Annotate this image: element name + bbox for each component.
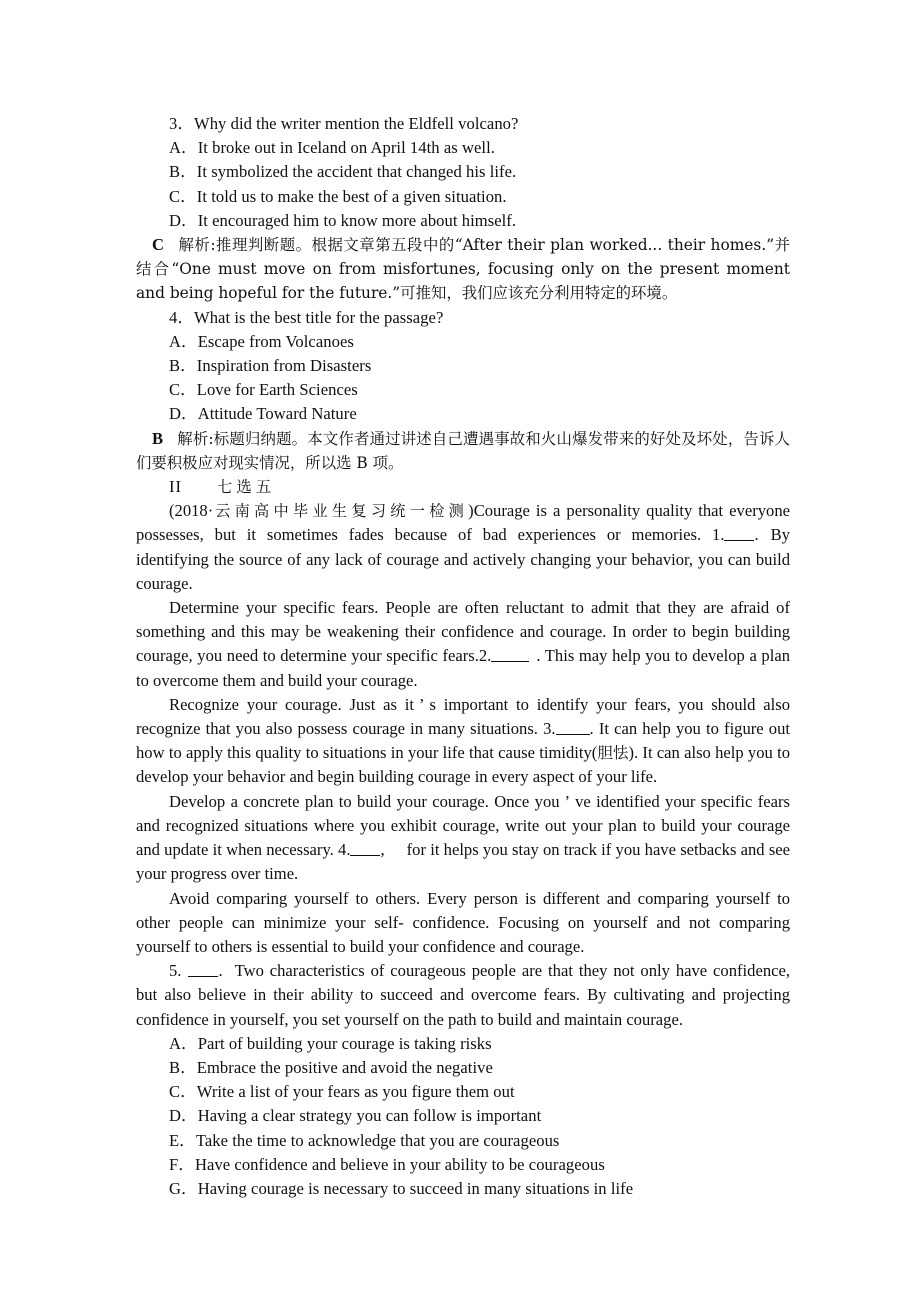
choice-text: Having a clear strategy you can follow is important [197,1106,542,1126]
option-label: C． [169,186,197,206]
choice-c[interactable] [136,1080,790,1104]
passage-blank-4[interactable] [350,840,380,856]
question-4-answer-letter: B [152,428,164,448]
analysis-text: 推理判断题。根据文章第五段中的“After their plan worked... their homes.”并结合“One must move on from misfortunes, focusing only on the present moment and being hopeful for the future.”可推知，我们应该充分利用特定的环境。 [136,236,790,303]
option-text: It encouraged him to know more about himself. [197,210,517,230]
option-label: B． [169,162,197,182]
choice-label: C． [169,1082,197,1102]
option-label: C． [169,380,197,400]
source-citation-close: ) [468,501,474,521]
choice-e[interactable] [136,1129,790,1153]
analysis-text: 标题归纳题。本文作者通过讲述自己遭遇事故和火山爆发带来的好处及坏处，告诉人们要积极应对现实情况，所以选 B 项。 [136,429,790,472]
question-4-number: 4． [169,307,194,327]
gloss-timidity: 胆怯 [597,744,629,763]
choice-text: Embrace the positive and avoid the negative [196,1057,493,1077]
question-3-option-d[interactable] [136,209,790,233]
section-2-roman: II [169,477,183,497]
analysis-label: 解析: [177,429,214,448]
analysis-label: 解析: [177,236,216,255]
option-text: Attitude Toward Nature [197,404,357,424]
option-text: Inspiration from Disasters [196,356,372,376]
passage-paragraph-2: Recognize your courage. Just as it ’ s important to identify your fears, you should also recognize that you also possess courage in many situations. 3. . It can help you to figure out how to apply this quality to situations in your life that cause timidity(胆怯). It can also help you to develop your behavior and begin building courage in every aspect of your life. [136,694,791,787]
passage-paragraph-1: Determine your specific fears. People are often reluctant to admit that they are afraid of something and this may be weakening their confidence and courage. In order to begin building courage, you need to determine your specific fears.2. . This may help you to develop a plan to overcome them and build your courage. [136,598,791,690]
question-4-option-d[interactable] [136,402,790,426]
passage-blank-1[interactable] [724,525,754,541]
question-4-option-c[interactable] [136,378,790,402]
question-4-stem [136,306,790,330]
source-citation-open: (2018· [169,501,214,521]
question-4-analysis [136,427,790,475]
question-3-stem-text: Why did the writer mention the Eldfell volcano? [194,114,519,133]
choice-label: F． [169,1154,195,1174]
choice-label: B． [169,1057,197,1077]
question-3-answer-letter: C [152,235,164,255]
option-label: D． [169,404,198,424]
option-text: It symbolized the accident that changed his life. [196,162,517,182]
question-3-option-c[interactable] [136,185,790,209]
question-4-stem-text: What is the best title for the passage? [194,307,444,327]
choice-label: G． [169,1178,198,1198]
option-text: Escape from Volcanoes [197,331,354,351]
question-3-stem [136,112,790,136]
passage-paragraph-4: Avoid comparing yourself to others. Every person is different and comparing yourself to other people can minimize your self- confidence. Focusing on yourself and not comparing yourself to others is essential to build your confidence and courage. [136,888,790,956]
option-label: B． [169,356,197,376]
passage-blank-2[interactable] [491,646,529,662]
choice-d[interactable] [136,1104,790,1128]
choice-g[interactable] [136,1177,790,1201]
source-citation-cn: 云南高中毕业生复习统一检测 [213,502,469,521]
option-text: Love for Earth Sciences [196,380,358,400]
choice-b[interactable] [136,1056,790,1080]
passage-paragraph-3: Develop a concrete plan to build your courage. Once you ’ ve identified your specific fears and recognized situations where you exhibit courage, write out your plan to build your courage and update it when necessary. 4. , for it helps you stay on track if you have setbacks and see your progress over time. [136,791,791,884]
question-4-option-a[interactable] [136,330,790,354]
choice-text: Part of building your courage is taking risks [197,1033,492,1053]
section-2-title: 七选五 [217,478,276,497]
choice-text: Having courage is necessary to succeed in many situations in life [197,1178,634,1198]
choice-label: A． [169,1033,198,1053]
question-3-option-a[interactable] [136,136,790,160]
choice-label: D． [169,1106,198,1126]
passage-blank-5[interactable] [188,961,218,977]
choice-a[interactable] [136,1032,790,1056]
question-4-option-b[interactable] [136,354,790,378]
option-text: It told us to make the best of a given situation. [196,186,507,206]
passage-paragraph-5: 5. . Two characteristics of courageous people are that they not only have confidence, but also believe in their ability to succeed and overcome fears. By cultivating and projecting confidence in yourself, you set yourself on the path to build and maintain courage. [136,961,790,1029]
option-label: A． [169,331,198,351]
choice-label: E． [169,1130,196,1150]
document-body [136,112,790,1201]
passage-intro-paragraph: (2018·云南高中毕业生复习统一检测)Courage is a personality quality that everyone possesses, but it sometimes fades because of bad experiences or memories. 1. . By identifying the source of any lack of courage and actively changing your behavior, you can build courage. [136,501,790,593]
section-2-heading [136,475,790,499]
option-text: It broke out in Iceland on April 14th as well. [197,138,495,158]
choice-text: Take the time to acknowledge that you are courageous [195,1130,560,1150]
choice-text: Write a list of your fears as you figure them out [196,1082,515,1102]
choice-text: Have confidence and believe in your ability to be courageous [195,1154,605,1174]
option-label: A． [169,138,198,158]
question-3-option-b[interactable] [136,160,790,184]
choice-f[interactable] [136,1153,790,1177]
question-3-analysis [136,233,790,306]
option-label: D． [169,210,198,230]
passage-blank-3[interactable] [556,719,590,735]
question-3-number: 3． [169,114,194,133]
